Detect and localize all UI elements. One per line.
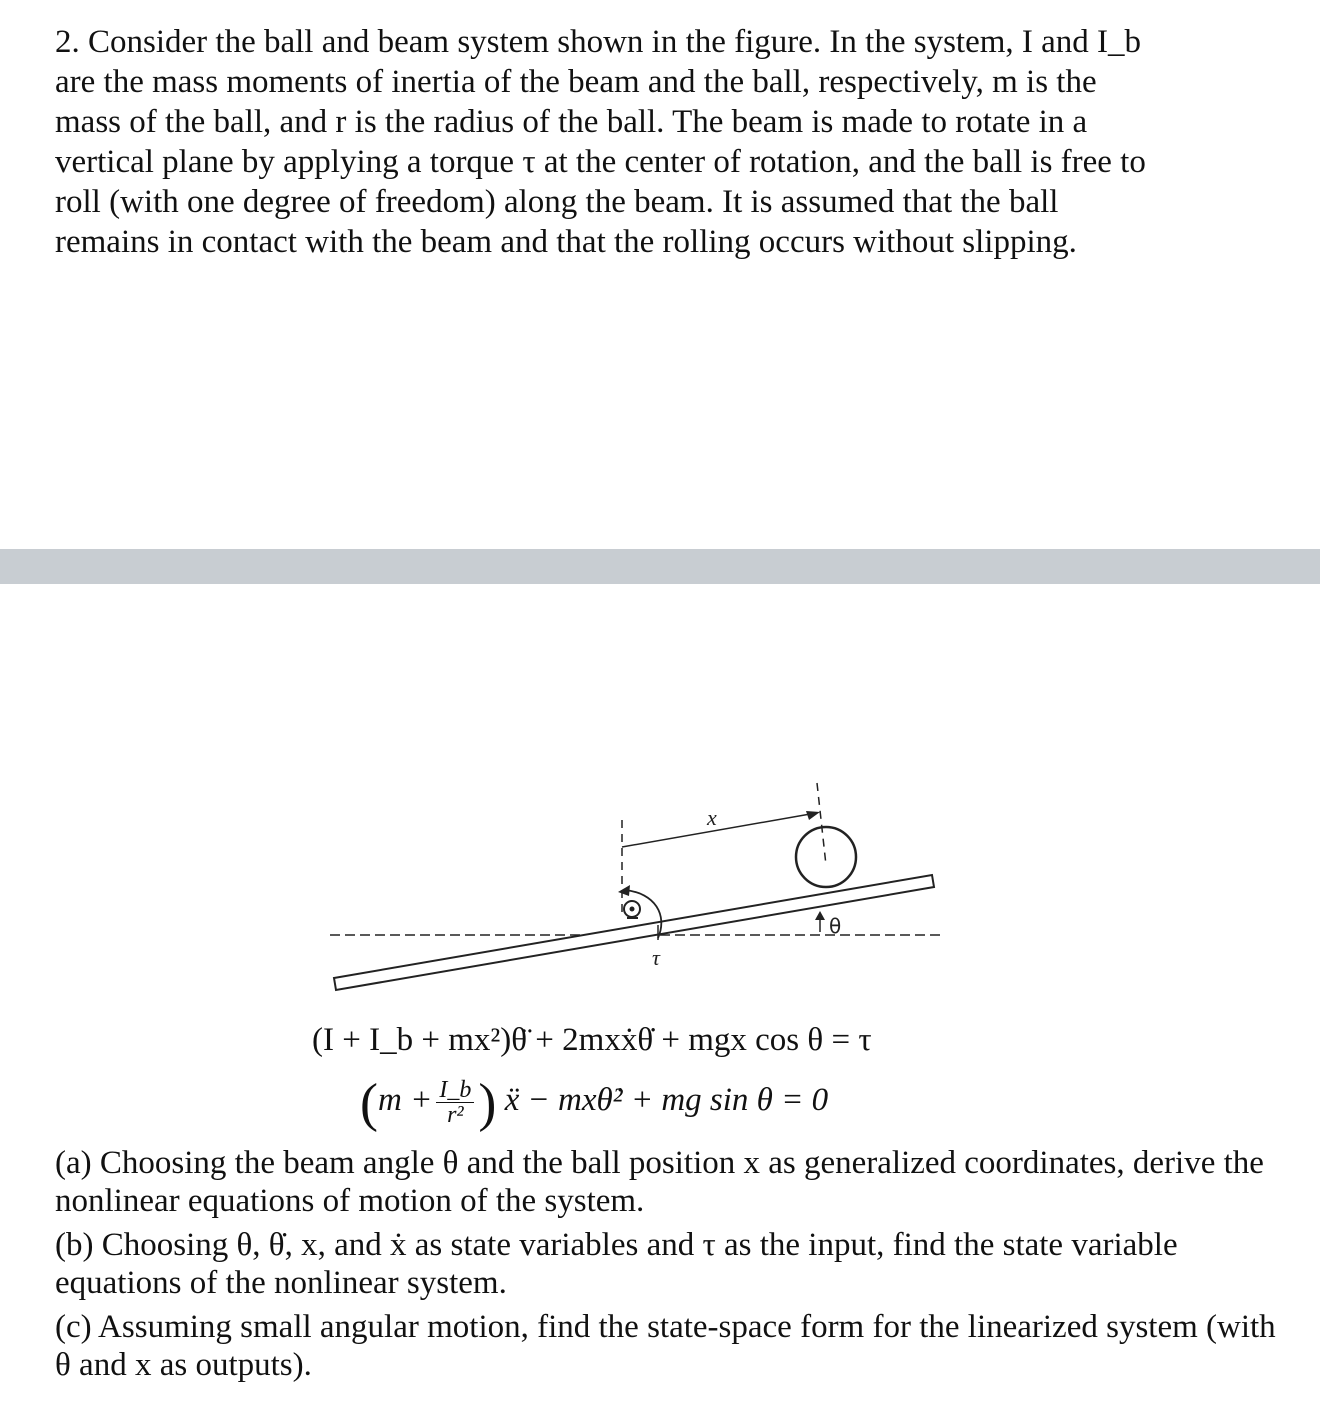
equation-2: (m + $\frac{I\_b}{\text{r²}}$ ) ẍ − mxθ̇² + mg sin θ = 0	[360, 1072, 829, 1133]
intro-line-2: are the mass moments of inertia of the beam and the ball, respectively, m is the	[55, 64, 1097, 100]
eq2-fraction: $\frac{I\_b}{\text{r²}}$	[436, 1078, 474, 1127]
eq2-mass-term: m +	[377, 1082, 433, 1119]
intro-line-5: roll (with one degree of freedom) along the beam. It is assumed that the ball	[55, 184, 1059, 220]
intro-line-6: remains in contact with the beam and that the rolling occurs without slipping.	[55, 224, 1077, 260]
x-arrow-head	[806, 811, 820, 820]
problem-intro	[55, 22, 1285, 262]
intro-line-4: vertical plane by applying a torque τ at the center of rotation, and the ball is free to	[55, 144, 1146, 180]
theta-label: θ	[829, 914, 842, 938]
question-parts	[55, 1144, 1285, 1390]
question-a: (a) Choosing the beam angle θ and the ball position x as generalized coordinates, derive the nonlinear equations of motion of the system.	[55, 1145, 1264, 1219]
ball	[796, 827, 856, 887]
tau-label: τ	[652, 945, 660, 970]
eq2-rest: ẍ − mxθ̇² + mg sin θ = 0	[504, 1082, 829, 1119]
intro-line-1: 2. Consider the ball and beam system shown in the figure. In the system, I and I_b	[55, 24, 1142, 60]
separator-band	[0, 549, 1320, 584]
question-b: (b) Choosing θ, θ̇, x, and ẋ as state variables and τ as the input, find the state variable equations of the nonlinear system.	[55, 1227, 1178, 1301]
equation-1: (I + I_b + mx²)θ̈ + 2mxẋθ̇ + mgx cos θ = τ	[312, 1022, 872, 1058]
question-c: (c) Assuming small angular motion, find the state-space form for the linearized system (with θ and x as outputs).	[55, 1309, 1276, 1383]
ball-beam-figure	[320, 775, 960, 995]
x-dimension-line	[622, 813, 816, 847]
torque-arrow-head	[618, 885, 630, 896]
intro-line-3: mass of the ball, and r is the radius of the ball. The beam is made to rotate in a	[55, 104, 1088, 140]
x-label: x	[707, 805, 717, 830]
